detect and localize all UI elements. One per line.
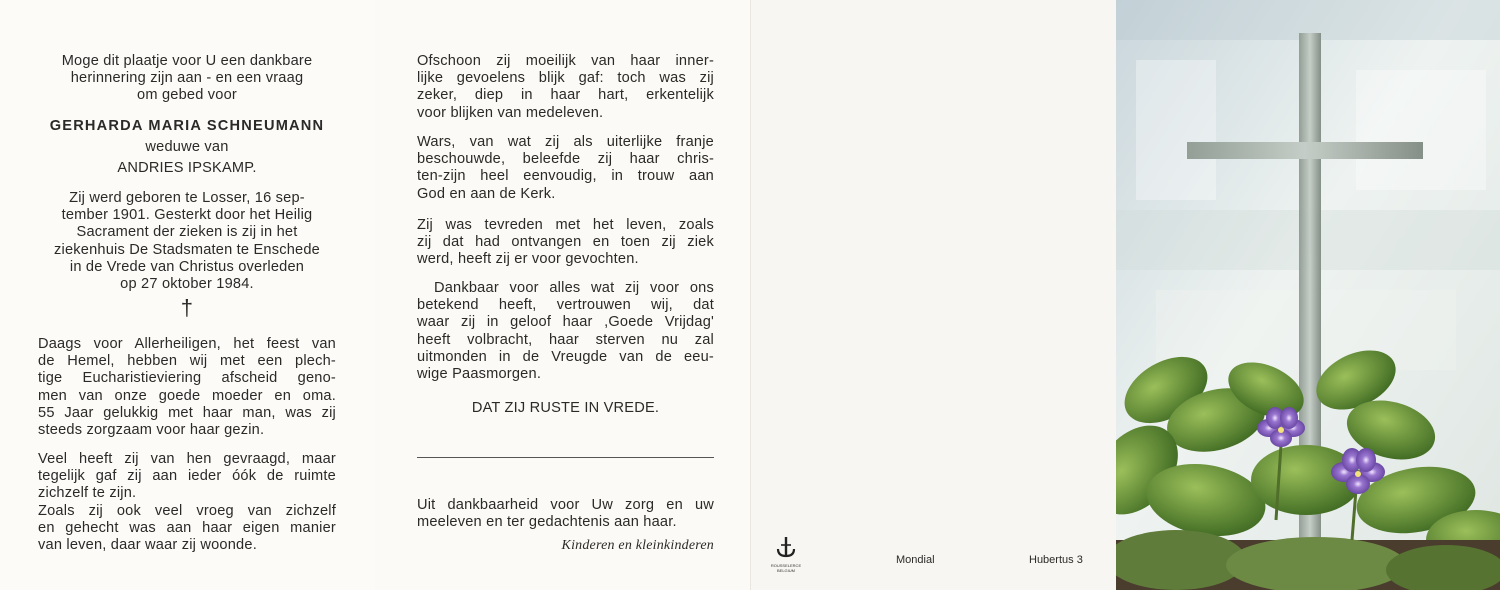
para-line: Zoals zij ook veel vroeg van zichzelf [38,502,336,519]
para-line: Wars, van wat zij als uiterlijke franje [417,134,714,150]
para-asked [38,451,336,554]
birth-line: in de Vrede van Christus overleden [69,258,305,275]
para-line: Daags voor Allerheiligen, het feest van [38,336,336,352]
signature: Kinderen en kleinkinderen [561,538,714,553]
para-line: 55 Jaar gelukkig met haar man, was zij [38,404,336,421]
birth-line: tember 1901. Gesterkt door het Heilig [61,207,313,224]
cross-icon: † [180,295,194,320]
birth-line: Sacrament der zieken is zij in het [76,224,298,241]
para-line: God en aan de Kerk. [417,185,556,202]
para-line: beschouwde, beleefde zij haar chris- [417,151,714,168]
para-line: Dankbaar voor alles wat zij voor ons [434,280,714,296]
intro-line: herinnering zijn aan - en een vraag [70,70,304,87]
deceased-name: GERHARDA MARIA SCHNEUMANN [49,118,325,134]
para-line: zij dat had ontvangen en toen zij ziek [417,234,714,251]
para-line: wige Paasmorgen. [417,366,542,383]
para-line: werd, heeft zij er voor gevochten. [417,251,639,268]
para-line: Uit dankbaarheid voor Uw zorg en uw [417,497,714,513]
logo-caption-line: BELGIUM [776,568,795,573]
para-line: Ofschoon zij moeilijk van haar inner- [417,53,714,69]
memorial-photo [1116,0,1500,590]
birth-line: ziekenhuis De Stadsmaten te Enschede [54,241,320,258]
para-line: zeker, diep in haar hart, erkentelijk [417,87,714,104]
para-grateful [417,280,714,383]
back-panel [750,0,1116,590]
intro-line: om gebed voor [137,87,237,104]
para-line: en gehecht was aan haar eigen manier [38,519,336,536]
intro-text [38,53,336,105]
birth-line: op 27 oktober 1984. [120,276,254,293]
para-line: meeleven en ter gedachtenis aan haar. [417,514,677,531]
series-label: Mondial [896,554,935,566]
left-text-panel [0,0,375,590]
para-content [417,217,714,269]
intro-line: Moge dit plaatje voor U een dankbare [61,53,313,69]
para-line: waar zij in geloof haar ,Goede Vrijdag' [417,314,714,331]
para-feelings [417,53,714,122]
logo-caption-line: ROUSSELERCE [770,563,802,568]
para-line: heeft volbracht, haar sterven nu zal [417,331,714,348]
para-line: men van onze goede moeder en oma. [38,387,336,404]
para-line: uitmonden in de Vreugde van de eeu- [417,348,714,365]
para-line: van leven, daar waar zij woonde. [38,537,257,554]
para-line: betekend heeft, vertrouwen wij, dat [417,297,714,314]
rest-in-peace: DAT ZIJ RUSTE IN VREDE. [471,400,660,416]
wooden-cross-with-violets-photo [1116,0,1500,590]
signature-divider [417,457,714,458]
para-farewell [38,336,336,439]
logo-caption [770,563,802,573]
husband-name: ANDRIES IPSKAMP. [117,160,257,176]
para-line: voor blijken van medeleven. [417,104,604,121]
para-line: Zij was tevreden met het leven, zoals [417,217,714,233]
publisher-logo [770,536,802,573]
birth-line: Zij werd geboren te Losser, 16 sep- [69,190,305,206]
para-line: Veel heeft zij van hen gevraagd, maar [38,451,336,467]
widow-of-label: weduwe van [145,139,229,155]
para-line: lijke gevoelens blijk gaf: toch was zij [417,70,714,87]
para-line: tige Eucharistieviering afscheid geno- [38,370,336,387]
card-code: Hubertus 3 [1029,554,1083,566]
para-line: de Hemel, hebben wij met een plech- [38,353,336,370]
para-line: zichzelf te zijn. [38,485,137,502]
para-faith [417,134,714,203]
para-line: ten-zijn heel eenvoudig, in trouw aan [417,168,714,185]
birth-text [38,190,336,293]
para-line: steeds zorgzaam voor haar gezin. [38,422,265,439]
para-line: tegelijk gaf zij aan ieder óók de ruimte [38,468,336,485]
thanks-text [417,497,714,531]
publisher-logo-icon [774,536,798,558]
